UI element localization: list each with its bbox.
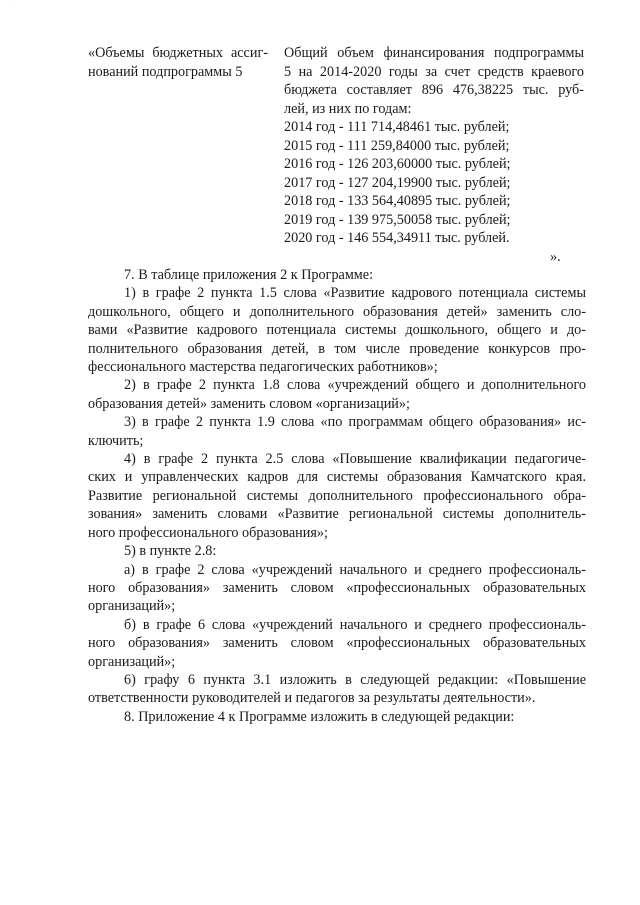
paragraph-line: а) в графе 2 слова «учреждений начального и среднего профессиональ- [124,561,586,578]
paragraph-line: Развитие региональной системы дополнительного профессионального обра- [88,487,586,504]
passport-value-line-4: лей, из них по годам: [284,100,412,117]
paragraph-line: полнительного образования детей, в том числе проведение конкурсов про- [88,340,586,357]
passport-year-2015: 2015 год - 111 259,84000 тыс. рублей; [284,137,510,154]
passport-year-2014: 2014 год - 111 714,48461 тыс. рублей; [284,119,510,135]
passport-year-2018: 2018 год - 133 564,40895 тыс. рублей; [284,193,511,209]
paragraph-line: ного профессионального образования»; [88,524,328,541]
paragraph-line: ного образования» заменить словом «профессиональных образовательных [88,579,586,596]
passport-year-2016: 2016 год - 126 203,60000 тыс. рублей; [284,156,511,172]
document-body [88,266,586,726]
paragraph-line: дошкольного, общего и дополнительного образования детей» заменить сло- [88,303,586,320]
paragraph-line: 2) в графе 2 пункта 1.8 слова «учреждений общего и дополнительного [124,377,586,394]
scan-mark: ` [8,8,10,14]
paragraph-line: фессионального мастерства педагогических работников»; [88,359,438,376]
passport-year-2020: 2020 год - 146 554,34911 тыс. рублей. [284,230,510,246]
paragraph-line: 3) в графе 2 пункта 1.9 слова «по программам общего образования» ис- [124,414,586,431]
passport-year-2017: 2017 год - 127 204,19900 тыс. рублей; [284,174,511,191]
paragraph-line: 1) в графе 2 пункта 1.5 слова «Развитие кадрового потенциала системы [124,285,586,302]
paragraph-line: зования» заменить словами «Развитие региональной системы дополнитель- [88,506,586,523]
passport-label [88,44,268,81]
paragraph-line: б) в графе 6 слова «учреждений начального и среднего профессиональ- [124,616,586,633]
passport-label-line-1: «Объемы бюджетных ассиг- [88,45,268,61]
paragraph-line: организаций»; [88,653,176,670]
paragraph-line: ских и управленческих кадров для системы образования Камчатского края. [88,469,586,486]
paragraph-line: 5) в пункте 2.8: [124,543,217,560]
paragraph-line: ного образования» заменить словом «профессиональных образовательных [88,635,586,652]
closing-quote: ». [550,249,561,265]
paragraph-line: 6) графу 6 пункта 3.1 изложить в следующей редакции: «Повышение [124,671,586,688]
passport-value [284,44,584,248]
paragraph-line: 4) в графе 2 пункта 2.5 слова «Повышение квалификации педагогиче- [124,451,586,468]
passport-value-line-2: 5 на 2014-2020 годы за счет средств краевого [284,63,584,80]
passport-label-line-2: нований подпрограммы 5 [88,63,243,80]
paragraph-line: организаций»; [88,598,176,615]
paragraph-line: вами «Развитие кадрового потенциала системы дошкольного, общего и до- [88,322,586,339]
passport-value-line-3: бюджета составляет 896 476,38225 тыс. руб- [284,82,584,98]
passport-year-2019: 2019 год - 139 975,50058 тыс. рублей; [284,211,511,228]
paragraph-line: ответственности руководителей и педагогов за результаты деятельности». [88,690,536,707]
paragraph-line: образования детей» заменить словом «организаций»; [88,395,410,412]
item-8-heading: 8. Приложение 4 к Программе изложить в следующей редакции: [124,708,515,725]
item-7-heading: 7. В таблице приложения 2 к Программе: [124,267,374,283]
passport-value-line-1: Общий объем финансирования подпрограммы [284,45,584,61]
paragraph-line: ключить; [88,432,144,449]
